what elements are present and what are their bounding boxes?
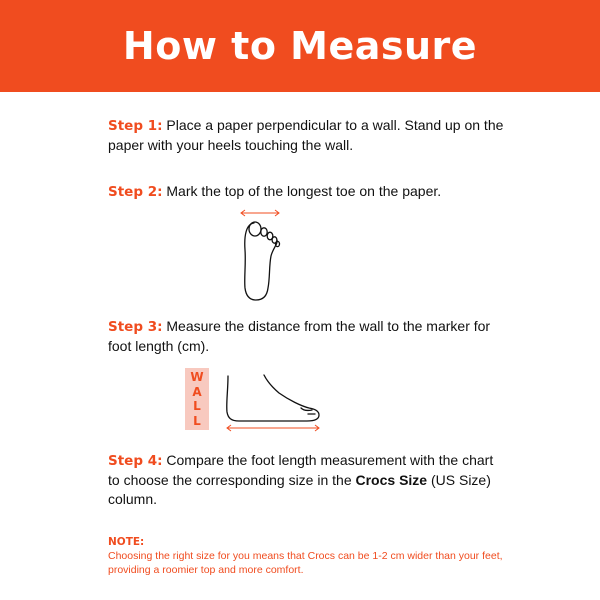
foot-top-illustration	[236, 208, 296, 309]
crocs-size-emphasis: Crocs Size	[355, 472, 428, 488]
wall-label: W A L L	[190, 370, 204, 428]
step-3-text: Measure the distance from the wall to the marker for foot length (cm).	[108, 318, 491, 354]
step-1-text: Place a paper perpendicular to a wall. Stand up on the paper with your heels touching the wall.	[108, 117, 504, 153]
foot-side-view-icon	[215, 368, 330, 434]
step-2-text: Mark the top of the longest toe on the paper.	[166, 183, 442, 199]
step-3-label: Step 3:	[108, 319, 163, 335]
note-title: NOTE:	[108, 536, 145, 548]
title-banner	[0, 0, 600, 92]
step-3	[108, 317, 508, 356]
foot-top-view-icon	[236, 208, 296, 304]
note-block	[108, 535, 528, 577]
step-4-label: Step 4:	[108, 453, 163, 469]
step-2	[108, 182, 508, 202]
length-arrow-icon	[227, 425, 319, 431]
step-2-label: Step 2:	[108, 184, 163, 200]
step-4-text-before: Compare the foot length measurement with the chart to choose the corresponding size in the	[108, 452, 494, 488]
step-4	[108, 451, 508, 509]
page-title: How to Measure	[122, 24, 478, 68]
width-arrow-icon	[241, 210, 279, 216]
step-1	[108, 116, 508, 155]
step-4-text-after: (US Size) column.	[108, 472, 491, 507]
note-text: Choosing the right size for you means that Crocs can be 1-2 cm wider than your feet, providing a roomier top and more comfort.	[108, 550, 503, 576]
step-1-label: Step 1:	[108, 118, 163, 134]
